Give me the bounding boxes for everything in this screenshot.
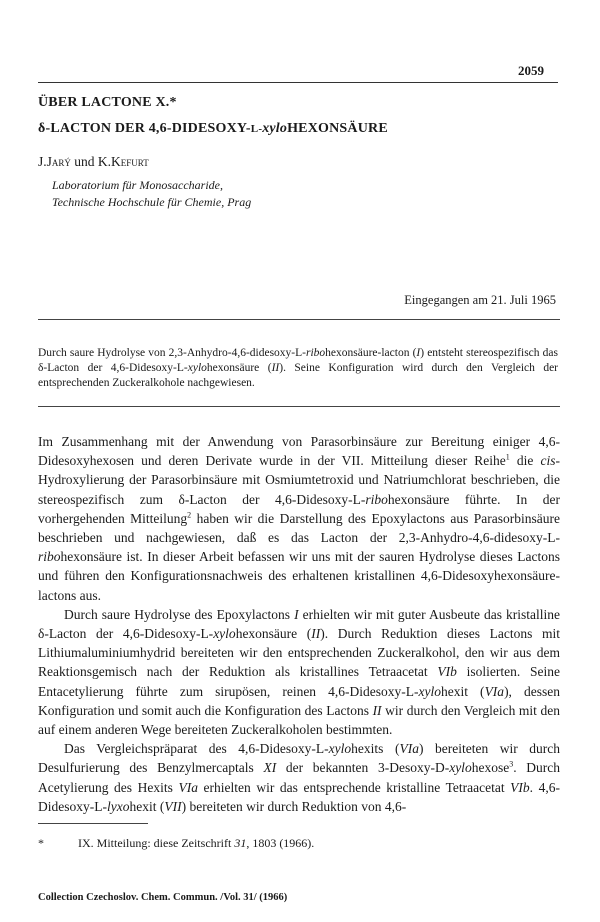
page-number: 2059 [518, 63, 544, 78]
footnote-rule [38, 823, 148, 824]
received-date: Eingegangen am 21. Juli 1965 [404, 293, 556, 307]
paragraph-3: Das Vergleichspräparat des 4,6-Didesoxy-L-xylohexits (VIa) bereiteten wir durch Desulfurierung des Benzylmercaptals XI der bekannten 3-Desoxy-D-xylohexose$^3$. Durch Acetylierung des Hexits VIa erhielten wir das entsprechende kristalline Tetraacetat VIb. 4,6-Didesoxy-L-lyxohexit (VII) bereiteten wir durch Reduktion von 4,6- [38, 741, 560, 814]
paragraph-1: Im Zusammenhang mit der Anwendung von Parasorbinsäure zur Bereitung einiger 4,6-Didesoxyhexosen und deren Derivate wurde in der VII. Mitteilung dieser Reihe$^1$ die cis-Hydroxylierung der Parasorbinsäure mit Osmiumtetroxid und Natriumchlorat beschrieben, die stereospezifisch zum δ-Lacton der 4,6-Didesoxy-L-ribohexonsäure führte. In der vorhergehenden Mitteilung$^2$ haben wir die Darstellung des Epoxylactons aus Parasorbinsäure beschrieben und nachgewiesen, daß es das Lacton der 2,3-Anhydro-4,6-didesoxy-L-ribohexonsäure ist. In dieser Arbeit befassen wir uns mit der sauren Hydrolyse dieses Lactons und führen den Konfigurationsnachweis des erhaltenen kristallinen 4,6-Didesoxyhexonsäure-lactons aus. [38, 434, 561, 603]
journal-citation: Collection Czechoslov. Chem. Commun. /Vol. 31/ (1966) [38, 892, 288, 903]
affiliation-line-2: Technische Hochschule für Chemie, Prag [52, 195, 252, 209]
article-title: δ-LACTON DER 4,6-DIDESOXY-L-xyloHEXONSÄURE [38, 121, 388, 136]
abstract: Durch saure Hydrolyse von 2,3-Anhydro-4,6-didesoxy-L-ribohexonsäure-lacton (I) entsteht stereospezifisch das δ-Lacton der 4,6-Didesoxy-L-xylohexonsäure (II). Seine Konfiguration wird durch den Vergleich der entsprechenden Zuckeralkohole nachgewiesen. [38, 347, 559, 389]
header-rule [38, 82, 558, 83]
abstract-rule-bottom [38, 406, 560, 407]
paragraph-2: Durch saure Hydrolyse des Epoxylactons I erhielten wir mit guter Ausbeute das kristalline δ-Lacton der 4,6-Didesoxy-L-xylohexonsäure (II). Durch Reduktion dieses Lactons mit Lithiumaluminiumhydrid bereiteten wir den entsprechenden Zuckeralkohol, den wir aus dem Reaktionsgemisch nach der Reduktion als kristallines Tetraacetat VIb isolierten. Seine Entacetylierung führte zum sirupösen, reinen 4,6-Didesoxy-L-xylohexit (VIa), dessen Konfiguration und somit auch die Konfiguration des Lactons II wir durch den Vergleich mit den auf einem anderen Wege bereiteten Zuckeralkoholen bestimmten. [38, 606, 560, 738]
title-series: ÜBER LACTONE X.* [38, 95, 177, 110]
affiliation-line-1: Laboratorium für Monosaccharide, [52, 178, 223, 192]
body-text [38, 432, 560, 816]
authors: J.Jarý und K.Kefurt [38, 154, 149, 169]
footnote: * IX. Mitteilung: diese Zeitschrift 31, 1803 (1966). [38, 836, 315, 850]
abstract-rule-top [38, 319, 560, 320]
